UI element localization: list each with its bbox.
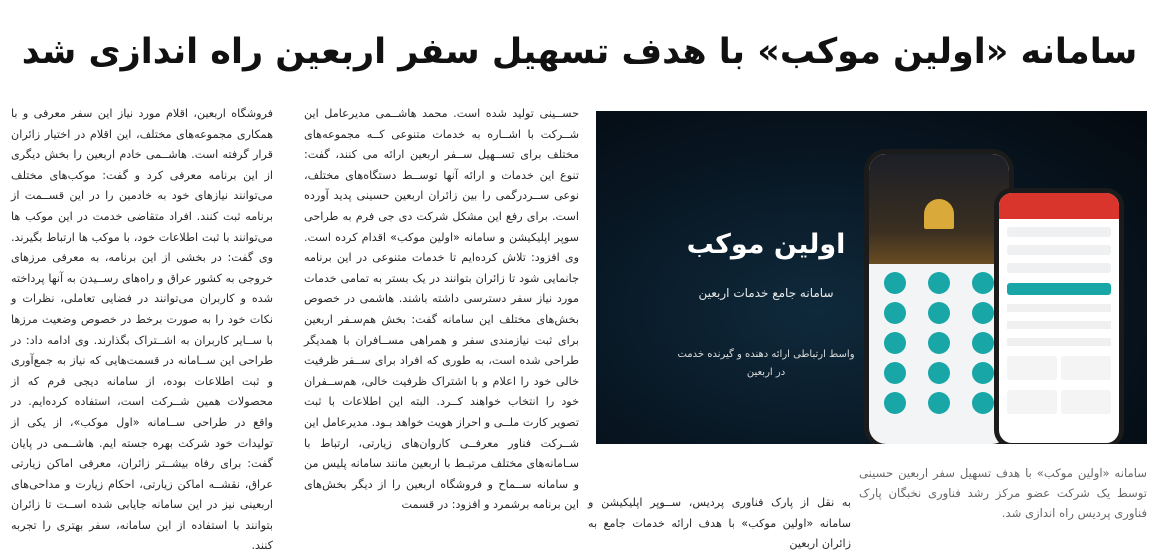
- app-icon-grid: [869, 264, 1009, 422]
- app-service-icon: [928, 392, 950, 414]
- app-service-icon: [884, 362, 906, 384]
- photo-caption: سامانه «اولین موکب» با هدف تسهیل سفر اربعین حسینی توسط یک شرکت عضو مرکز رشد فناوری نخبگان پارک فناوری پردیس راه اندازی شد.: [859, 466, 1147, 520]
- app-promo-image: [596, 111, 1147, 444]
- headline: سامانه «اولین موکب» با هدف تسهیل سفر اربعین راه اندازی شد: [21, 32, 1138, 72]
- shrine-dome-icon: [924, 199, 954, 229]
- column-2-text: حســینی تولید شده است. محمد هاشــمی مدیرعامل این شــرکت با اشــاره به خدمات متنوعی کــه مجموعه‌های مختلف برای تســهیل ســفر اربعین ارائه می کنند، گفت: تنوع این خدمات و ارائه آنها توســط دستگاه‌های مختلف، نوعی ســردرگمی را بین زائران اربعین حسینی پدید آورده است. برای رفع این مشکل شرکت دی جی فرم به طراحی سوپر اپلیکیشن و سامانه «اولین موکب» اقدام کرده است. وی افزود: تلاش کرده‌ایم تا خدمات متنوعی در این برنامه جانمایی شود تا زائران بتوانند در یک بستر به تمامی خدمات مورد نیاز سفر دسترسی داشته باشند. هاشمی در خصوص بخش‌های مختلف این سامانه گفت: بخش هم‌سـفر اربعین برای ثبت نیازمندی سفر و همراهی مســافران با همدیگر طراحی شده است، به طوری که افراد برای ســفر ظرفیت خالی خود را اعلام و با اشتراک ظرفیت خالی، هم‌ســفران خود را انتخاب خواهند کــرد. البته این اطلاعات با ثبت تصویر کارت ملــی و احراز هویت خواهد بـود. مدیرعامل این شــرکت فناور معرفــی کاروان‌های زیارتی، ارتباط با سـامانه‌های مختلف مرتبـط با اربعین مانند سامانه پلیس من و سامانه ســماح و فروشگاه اربعین را از دیگر بخش‌های این برنامه برشمرد و افزود: در قسمت: [304, 107, 579, 512]
- app-service-icon: [928, 302, 950, 324]
- article-column-3-start: به نقل از پارک فناوری پردیس، ســوپر اپلیکیشن و سامانه «اولین موکب» با هدف ارائه خدمات جامع به زائران اربعین: [588, 496, 851, 551]
- app-service-icon: [972, 302, 994, 324]
- shrine-banner: [869, 154, 1009, 264]
- photo-tagline-line-2: در اربعین: [746, 367, 786, 378]
- app-service-icon: [884, 272, 906, 294]
- app-service-icon: [928, 272, 950, 294]
- column-1-text: فروشگاه اربعین، اقلام مورد نیاز این سفر معرفی و با همکاری مجموعه‌های مختلف، این اقلام در اختیار زائران قرار گرفته است. هاشــمی خادم اربعین را بخش دیگری از این برنامه معرفی کرد و گفت: موکب‌های مختلف می‌توانند نیازهای خود به خادمین را در این قســمت از برنامه ثبت کنند. افراد متقاضی خدمت در این موکب ها می‌توانند با ثبت اطلاعات خود، با موکب ها ارتباط بگیرند. وی گفت: در بخشی از این برنامه، به معرفی مرزهای خروجی به کشور عراق و راه‌های رســیدن به آنها پرداخته شده و کاربران می‌توانند در فضایی تعاملی، نظرات و نکات خود را به صورت برخط در خصوص وضعیت مرزها با ســایر کاربران به اشــتراک بگذارند. وی ادامه داد: در طراحی این ســامانه در قسمت‌هایی که نیاز به جمع‌آوری و ثبت اطلاعات بوده، از سامانه دیجی فرم که از محصولات همین شــرکت است، استفاده کرده‌ایم. در واقع در طراحی ســامانه «اول موکب»، از یکی از تولیدات خود شرکت بهره جسته ایم. هاشــمی در پایان گفت: برای رفاه بیشــتر زائران، معرفی اماکن زیارتی عراق، نقشــه اماکن زیارتی، احکام زیارت و مداحی‌های اربعینی نیز در این سامانه جایابی شده اســت تا زائران بتوانند با استفاده از این سامانه، سفر بهتری را تجربه کنند.: [11, 107, 273, 553]
- app-form-row: [1007, 321, 1111, 329]
- app-service-icon: [928, 332, 950, 354]
- app-form-header: [999, 193, 1119, 219]
- app-form-row: [1007, 338, 1111, 346]
- photo-title: اولین موکب: [686, 229, 846, 260]
- app-service-icon: [928, 362, 950, 384]
- photo-tagline: [641, 346, 891, 382]
- app-form-cards: [1007, 356, 1111, 380]
- app-service-icon: [972, 362, 994, 384]
- app-form-row: [1007, 304, 1111, 312]
- app-form-field: [1007, 263, 1111, 273]
- app-service-icon: [884, 302, 906, 324]
- app-service-icon: [972, 332, 994, 354]
- phone-mockup-home: [864, 149, 1014, 444]
- photo-subtitle: سامانه جامع خدمات اربعین: [698, 286, 834, 300]
- article-column-2: [304, 104, 579, 516]
- phone-mockup-form: [994, 188, 1124, 444]
- app-form-cards: [1007, 390, 1111, 414]
- app-form-field: [1007, 227, 1111, 237]
- app-form-button: [1007, 283, 1111, 295]
- app-form-field: [1007, 245, 1111, 255]
- app-service-icon: [972, 272, 994, 294]
- app-service-icon: [972, 392, 994, 414]
- article-column-1: [11, 104, 273, 557]
- photo-tagline-line-1: واسط ارتباطی ارائه دهنده و گیرنده خدمت: [677, 349, 855, 360]
- app-service-icon: [884, 332, 906, 354]
- app-service-icon: [884, 392, 906, 414]
